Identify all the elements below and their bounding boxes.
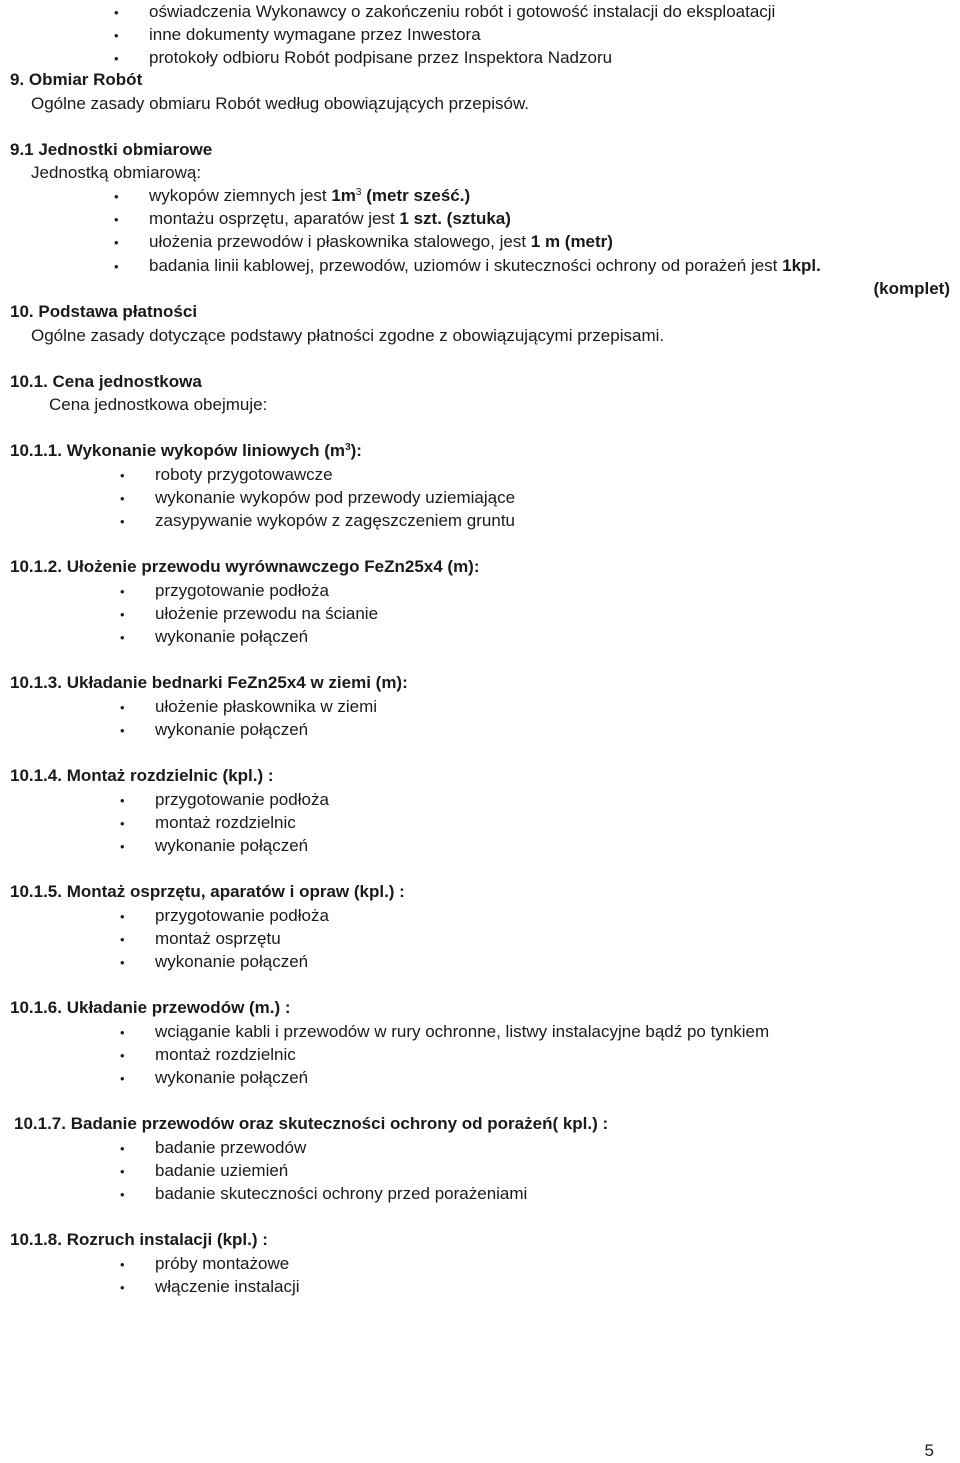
section-heading: 10.1. Cena jednostkowa (10, 372, 202, 391)
unit-name: (metr sześć.) (361, 186, 471, 205)
unit-value: 1m (331, 186, 356, 205)
bullet-glyph: • (114, 189, 119, 204)
unit-text: badania linii kablowej, przewodów, uziomów i skuteczności ochrony od porażeń jest (149, 256, 783, 275)
bullet-glyph: • (114, 259, 119, 274)
subsection-heading: 10.1.7. Badanie przewodów oraz skuteczności ochrony od porażeń( kpl.) : (14, 1114, 609, 1133)
list-item: inne dokumenty wymagane przez Inwestora (149, 25, 481, 44)
bullet-glyph: • (120, 1141, 125, 1156)
bullet-glyph: • (120, 909, 125, 924)
list-item: ułożenie płaskownika w ziemi (155, 697, 378, 716)
list-item (149, 209, 511, 229)
list-item: wykonanie połączeń (155, 836, 309, 855)
subsection-heading: 10.1.3. Układanie bednarki FeZn25x4 w ziemi (m): (10, 673, 408, 692)
bullet-glyph: • (114, 235, 119, 250)
list-item: wykonanie połączeń (155, 720, 309, 739)
subsection-heading: 10.1.5. Montaż osprzętu, aparatów i opraw (kpl.) : (10, 882, 405, 901)
bullet-glyph: • (120, 514, 125, 529)
list-item: roboty przygotowawcze (155, 465, 333, 484)
list-item: montaż osprzętu (155, 929, 281, 948)
bullet-glyph: • (120, 932, 125, 947)
superscript: 3 (355, 187, 362, 198)
bullet-glyph: • (120, 700, 125, 715)
bullet-glyph: • (120, 468, 125, 483)
page-number: 5 (924, 1441, 934, 1460)
list-item: montaż rozdzielnic (155, 1045, 296, 1064)
bullet-glyph: • (114, 212, 119, 227)
subsection-heading: 10.1.6. Układanie przewodów (m.) : (10, 998, 291, 1017)
unit-text: ułożenia przewodów i płaskownika stalowego, jest (149, 232, 531, 251)
unit-value: 1kpl. (782, 256, 821, 275)
list-item: przygotowanie podłoża (155, 581, 329, 600)
bullet-glyph: • (120, 839, 125, 854)
bullet-glyph: • (120, 793, 125, 808)
unit-value: 1 m (metr) (530, 232, 613, 251)
bullet-glyph: • (114, 28, 119, 43)
paragraph: Ogólne zasady obmiaru Robót według obowiązujących przepisów. (31, 94, 530, 113)
section-heading: 9. Obmiar Robót (10, 70, 143, 89)
list-item: wykonanie połączeń (155, 952, 309, 971)
subsection-heading (10, 441, 362, 461)
paragraph: Cena jednostkowa obejmuje: (49, 395, 268, 414)
list-item (149, 186, 470, 206)
list-item: badanie uziemień (155, 1161, 289, 1180)
bullet-glyph: • (120, 1071, 125, 1086)
bullet-glyph: • (120, 491, 125, 506)
bullet-glyph: • (120, 723, 125, 738)
section-heading: 9.1 Jednostki obmiarowe (10, 140, 213, 159)
list-item: zasypywanie wykopów z zagęszczeniem gruntu (155, 511, 516, 530)
subsection-heading: 10.1.4. Montaż rozdzielnic (kpl.) : (10, 766, 274, 785)
list-item: przygotowanie podłoża (155, 906, 329, 925)
bullet-glyph: • (120, 816, 125, 831)
superscript: 3 (345, 442, 351, 453)
list-item: badanie przewodów (155, 1138, 307, 1157)
list-item: próby montażowe (155, 1254, 290, 1273)
bullet-glyph: • (120, 1164, 125, 1179)
paragraph: Jednostką obmiarową: (31, 163, 202, 182)
unit-text: montażu osprzętu, aparatów jest (149, 209, 400, 228)
unit-value: 1 szt. (sztuka) (399, 209, 511, 228)
list-item: ułożenie przewodu na ścianie (155, 604, 379, 623)
list-item: montaż rozdzielnic (155, 813, 296, 832)
list-item: oświadczenia Wykonawcy o zakończeniu robót i gotowość instalacji do eksploatacji (149, 2, 776, 21)
list-item (149, 232, 613, 252)
list-item: badanie skuteczności ochrony przed porażeniami (155, 1184, 528, 1203)
list-item: protokoły odbioru Robót podpisane przez Inspektora Nadzoru (149, 48, 613, 67)
paragraph: Ogólne zasady dotyczące podstawy płatności zgodne z obowiązującymi przepisami. (31, 326, 665, 345)
list-item: wciąganie kabli i przewodów w rury ochronne, listwy instalacyjne bądź po tynkiem (155, 1022, 770, 1041)
bullet-glyph: • (120, 584, 125, 599)
bullet-glyph: • (120, 1280, 125, 1295)
bullet-glyph: • (120, 955, 125, 970)
bullet-glyph: • (114, 5, 119, 20)
list-item: wykonanie połączeń (155, 627, 309, 646)
subsection-heading: 10.1.8. Rozruch instalacji (kpl.) : (10, 1230, 268, 1249)
list-item: wykonanie połączeń (155, 1068, 309, 1087)
bullet-glyph: • (120, 607, 125, 622)
bullet-glyph: • (120, 1257, 125, 1272)
section-heading: 10. Podstawa płatności (10, 302, 198, 321)
heading-tail: ): (350, 441, 362, 460)
unit-text: wykopów ziemnych jest (149, 186, 332, 205)
subsection-heading: 10.1.2. Ułożenie przewodu wyrównawczego FeZn25x4 (m): (10, 557, 480, 576)
bullet-glyph: • (120, 1025, 125, 1040)
list-item: przygotowanie podłoża (155, 790, 329, 809)
bullet-glyph: • (120, 630, 125, 645)
list-item (149, 256, 821, 276)
bullet-glyph: • (120, 1187, 125, 1202)
list-item: wykonanie wykopów pod przewody uziemiające (155, 488, 516, 507)
bullet-glyph: • (114, 51, 119, 66)
list-item: włączenie instalacji (155, 1277, 300, 1296)
unit-name: (komplet) (873, 279, 950, 298)
bullet-glyph: • (120, 1048, 125, 1063)
heading-text: 10.1.1. Wykonanie wykopów liniowych (m (10, 441, 346, 460)
